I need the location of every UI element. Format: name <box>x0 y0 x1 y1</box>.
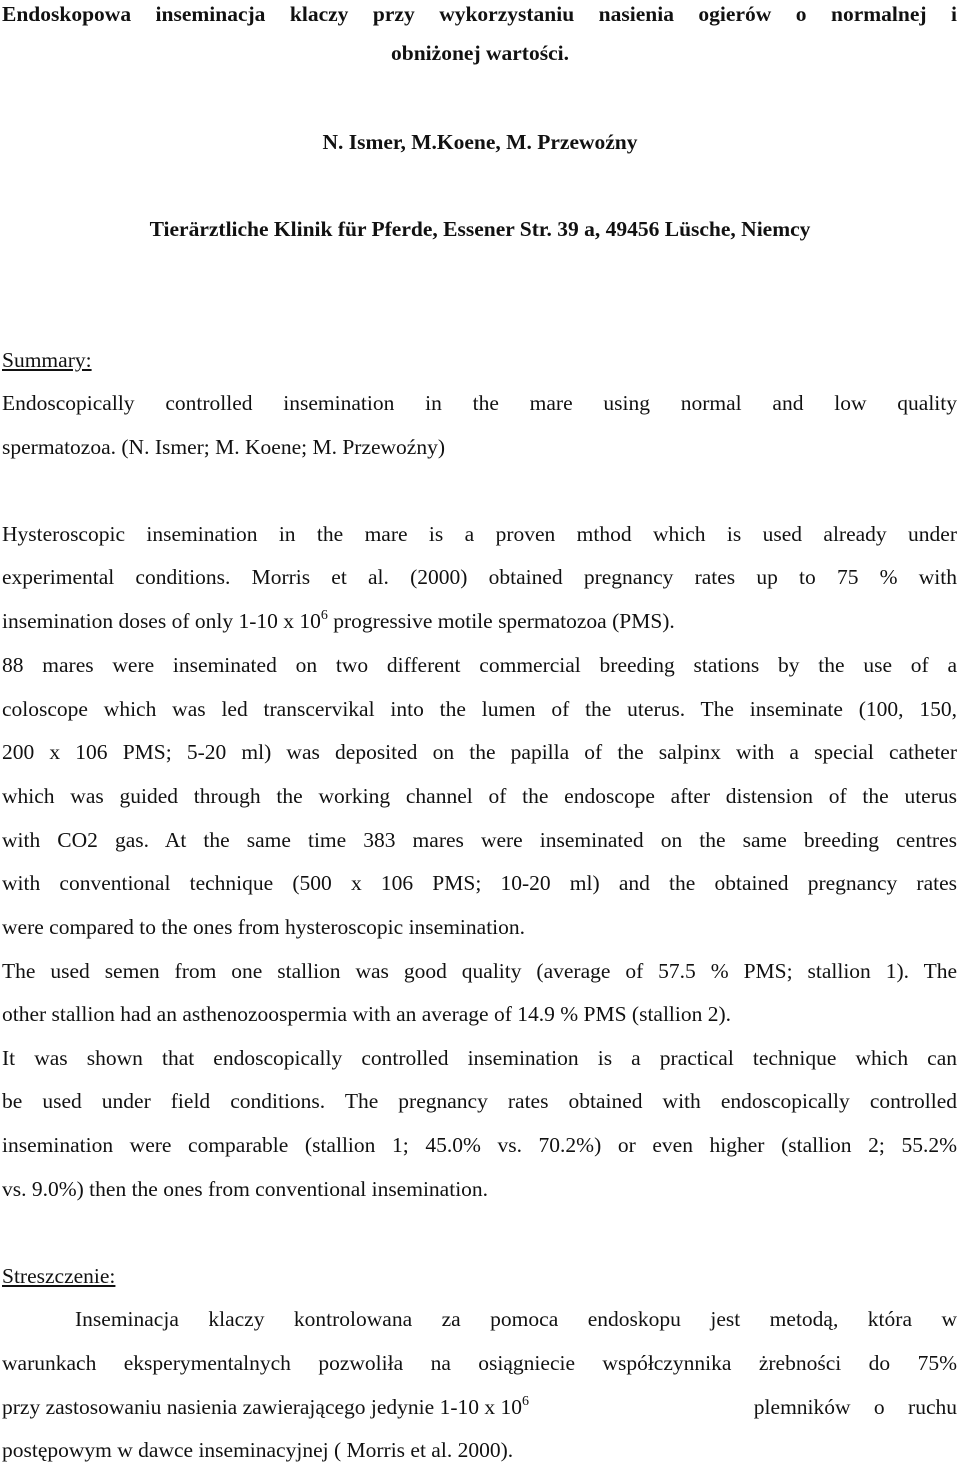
summary-line: other stallion had an asthenozoospermia with an average of 14.9 % PMS (stallion 2). <box>2 1002 732 1026</box>
summary-line: insemination were comparable (stallion 1; 45.0% vs. 70.2%) or even higher (stallion 2; 55.2% <box>2 1133 957 1157</box>
summary-line: Hysteroscopic insemination in the mare is a proven mthod which is used already under <box>2 522 957 546</box>
summary-line-part: progressive motile spermatozoa (PMS). <box>327 609 675 633</box>
summary-line: which was guided through the working channel of the endoscope after distension of the uterus <box>2 784 957 808</box>
summary-line: 200 x 106 PMS; 5-20 ml) was deposited on the papilla of the salpinx with a special catheter <box>2 740 957 764</box>
streszczenie-line: warunkach eksperymentalnych pozwoliła na osiągniecie współczynnika żrebności do 75% <box>2 1351 957 1375</box>
summary-line: were compared to the ones from hysteroscopic insemination. <box>2 915 526 939</box>
title-line-1: Endoskopowa inseminacja klaczy przy wykorzystaniu nasienia ogierów o normalnej i <box>2 2 957 26</box>
summary-title-line-1: Endoscopically controlled insemination in the mare using normal and low quality <box>2 391 957 415</box>
summary-line-with-superscript <box>2 608 957 634</box>
superscript-exponent: 6 <box>521 1394 529 1409</box>
summary-title-line-2: spermatozoa. (N. Ismer; M. Koene; M. Przewoźny) <box>2 435 446 459</box>
streszczenie-heading: Streszczenie: <box>2 1264 116 1288</box>
summary-line: with CO2 gas. At the same time 383 mares were inseminated on the same breeding centres <box>2 828 957 852</box>
streszczenie-line: postępowym w dawce inseminacyjnej ( Morris et al. 2000). <box>2 1438 514 1462</box>
summary-heading: Summary: <box>2 348 92 372</box>
streszczenie-line: Inseminacja klaczy kontrolowana za pomoca endoskopu jest metodą, która w <box>75 1307 957 1331</box>
summary-line-part: insemination doses of only 1-10 x 10 <box>2 609 321 633</box>
summary-line: experimental conditions. Morris et al. (2000) obtained pregnancy rates up to 75 % with <box>2 565 957 589</box>
summary-line: 88 mares were inseminated on two different commercial breeding stations by the use of a <box>2 653 957 677</box>
streszczenie-line-part <box>2 1394 529 1420</box>
summary-line: with conventional technique (500 x 106 PMS; 10-20 ml) and the obtained pregnancy rates <box>2 871 957 895</box>
streszczenie-line-with-superscript <box>2 1394 957 1420</box>
affiliation: Tierärztliche Klinik für Pferde, Essener Str. 39 a, 49456 Lüsche, Niemcy <box>149 217 811 241</box>
title-line-2: obniżonej wartości. <box>391 41 569 65</box>
streszczenie-line-part: plemników o ruchu <box>753 1395 957 1419</box>
summary-line: It was shown that endoscopically controlled insemination is a practical technique which can <box>2 1046 957 1070</box>
summary-line: be used under field conditions. The pregnancy rates obtained with endoscopically controlled <box>2 1089 957 1113</box>
authors: N. Ismer, M.Koene, M. Przewoźny <box>322 130 638 154</box>
summary-line: vs. 9.0%) then the ones from conventional insemination. <box>2 1177 489 1201</box>
summary-line: coloscope which was led transcervikal into the lumen of the uterus. The inseminate (100, 150, <box>2 697 957 721</box>
superscript-exponent: 6 <box>320 608 328 623</box>
summary-line: The used semen from one stallion was good quality (average of 57.5 % PMS; stallion 1). The <box>2 959 957 983</box>
streszczenie-line-text: przy zastosowaniu nasienia zawierającego jedynie 1-10 x 10 <box>2 1395 522 1419</box>
